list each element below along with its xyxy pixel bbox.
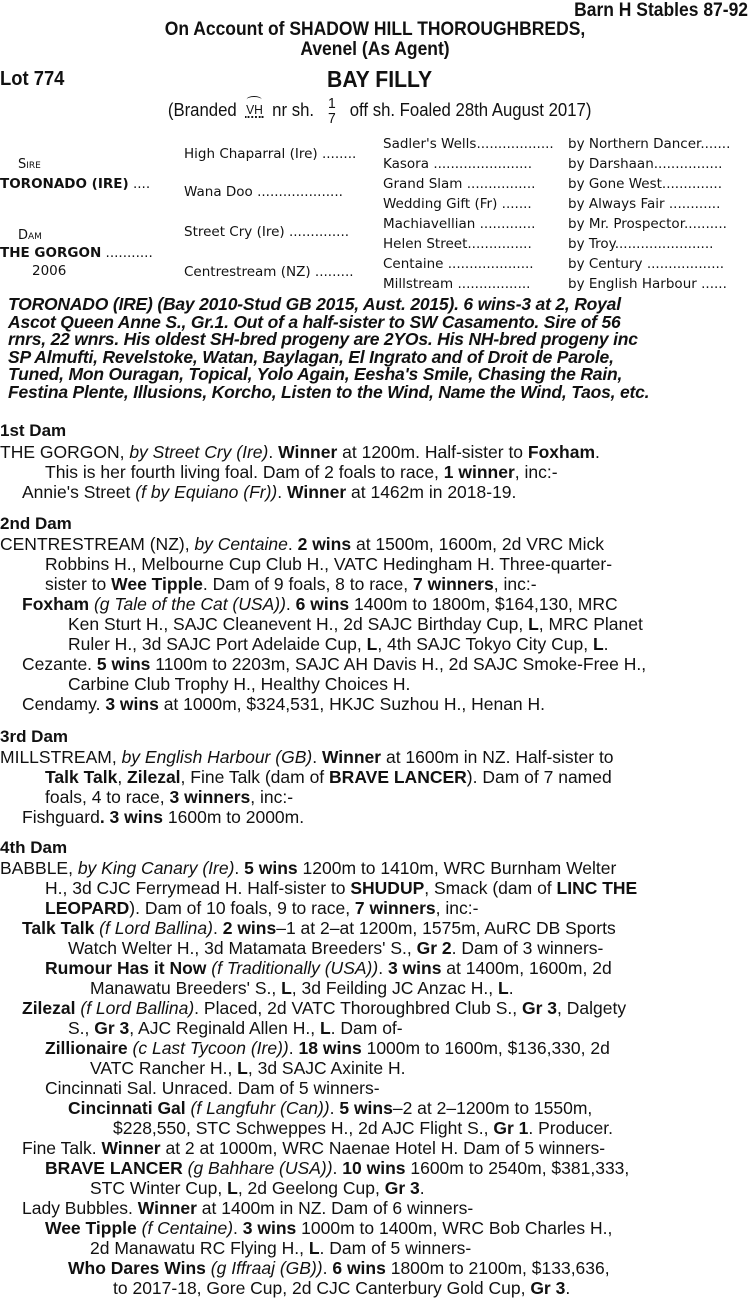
summary-line: Festina Plente, Illusions, Korcho, Listen to the Wind, Name the Wind, Taos, etc. (8, 381, 650, 402)
second-dam-section: CENTRESTREAM (NZ), by Centaine. 2 wins at 1500m, 1600m, 2d VRC Mick Robbins H., Melbourne Cup Club H., VATC Hedingham H. Three-quarter- sister to Wee Tipple. Dam of 9 foals, 8 to race, 7 winners, inc:- Foxham (g Tale of the Cat (USA)). 6 wins 1400m to 1800m, $164,130, MRC Ken Sturt H., SAJC Cleanevent H., 2d SAJC Birthday Cup, L, MRC Planet Ruler H., 3d SAJC Port Adelaide Cup, L, 4th SAJC Tokyo City Cup, L. Cezante. 5 wins 1100m to 2203m, SAJC AH Davis H., 2d SAJC Smoke-Free H., Carbine Club Trophy H., Healthy Choices H. Cendamy. 3 wins at 1000m, $324,531, HKJC Suzhou H., Henan H. (0, 534, 647, 714)
vendor-agent-line: Avenel (As Agent) (300, 39, 450, 60)
gen4-sire: by Troy....................... (568, 236, 714, 252)
gen3-row: Grand Slam ................ (383, 176, 536, 192)
text-line: THE GORGON, by Street Cry (Ire). Winner at 1200m. Half-sister to Foxham. (0, 442, 600, 462)
lot-title: BAY FILLY (327, 66, 433, 92)
first-dam-heading: 1st Dam (0, 421, 67, 440)
foaling-info: off sh. Foaled 28th August 2017) (349, 99, 592, 120)
sire-label: Sire (18, 157, 41, 172)
summary-line: Ascot Queen Anne S., Gr.1. Out of a half-sister to SW Casamento. Sire of 56 (8, 311, 621, 332)
text-line: This is her fourth living foal. Dam of 2 foals to race, 1 winner, inc:- (45, 462, 558, 482)
produce-line: Annie's Street (f by Equiano (Fr)). Winner at 1462m in 2018-19. (22, 482, 517, 502)
third-dam-section: MILLSTREAM, by English Harbour (GB). Winner at 1600m in NZ. Half-sister to Talk Talk, Zilezal, Fine Talk (dam of BRAVE LANCER). Dam of 7 named foals, 4 to race, 3 winners, inc:- Fishguard. 3 wins 1600m to 2000m. (0, 747, 614, 827)
gen4-sire: by Darshaan................ (568, 156, 723, 172)
gen4-sire: by Gone West.............. (568, 176, 722, 192)
brand-side: nr sh. (272, 99, 315, 120)
gen4-sire: by English Harbour ...... (568, 276, 727, 292)
sire-dam: Wana Doo .................... (184, 184, 343, 200)
gen3-row: Helen Street............... (383, 236, 532, 252)
sire-sire: High Chaparral (Ire) ........ (184, 146, 357, 162)
third-dam-heading: 3rd Dam (0, 727, 69, 746)
summary-line: TORONADO (IRE) (Bay 2010-Stud GB 2015, Aust. 2015). 6 wins-3 at 2, Royal (8, 294, 621, 314)
sire-summary (8, 296, 738, 401)
dam-name: THE GORGON ........... (0, 245, 153, 261)
dam-sire: Street Cry (Ire) .............. (184, 224, 350, 240)
dam-dam: Centrestream (NZ) ......... (184, 264, 354, 280)
gen4-sire: by Century .................. (568, 256, 725, 272)
brand-prefix: (Branded (167, 99, 237, 120)
summary-line: SP Almufti, Revelstoke, Watan, Baylagan, El Ingrato and of Droit de Parole, (8, 346, 614, 367)
first-dam-section (0, 442, 750, 502)
second-dam-heading: 2nd Dam (0, 514, 72, 533)
dam-foal-year: 2006 (32, 263, 67, 279)
brand-fraction: 1 7 (328, 95, 336, 127)
gen3-row: Kasora ....................... (383, 156, 533, 172)
gen4-sire: by Always Fair ............ (568, 196, 721, 212)
summary-line: rnrs, 22 wnrs. His oldest SH-bred progeny are 2YOs. His NH-bred progeny inc (8, 329, 638, 349)
brand-foaling-line (26, 96, 724, 126)
gen4-sire: by Mr. Prospector.......... (568, 216, 727, 232)
vendor-line: On Account of SHADOW HILL THOROUGHBREDS, (164, 19, 586, 40)
gen3-row: Sadler's Wells.................. (383, 136, 554, 152)
lot-number: Lot 774 (0, 68, 65, 90)
gen3-row: Machiavellian ............. (383, 216, 536, 232)
fourth-dam-section: BABBLE, by King Canary (Ire). 5 wins 1200m to 1410m, WRC Burnham Welter H., 3d CJC Ferrymead H. Half-sister to SHUDUP, Smack (dam of LINC THE LEOPARD). Dam of 10 foals, 9 to race, 7 winners, inc:- Talk Talk (f Lord Ballina). 2 wins–1 at 2–at 1200m, 1575m, AuRC DB Sports Watch Welter H., 3d Matamata Breeders' S., Gr 2. Dam of 3 winners- Rumour Has it Now (f Traditionally (USA)). 3 wins at 1400m, 1600m, 2d Manawatu Breeders' S., L, 3d Feilding JC Anzac H., L. Zilezal (f Lord Ballina). Placed, 2d VATC Thoroughbred Club S., Gr 3, Dalgety S., Gr 3, AJC Reginald Allen H., L. Dam of- Zillionaire (c Last Tycoon (Ire)). 18 wins 1000m to 1600m, $136,330, 2d VATC Rancher H., L, 3d SAJC Axinite H. Cincinnati Sal. Unraced. Dam of 5 winners- Cincinnati Gal (f Langfuhr (Can)). 5 wins–2 at 2–1200m to 1550m, $228,550, STC Schweppes H., 2d AJC Flight S., Gr 1. Producer. Fine Talk. Winner at 2 at 1000m, WRC Naenae Hotel H. Dam of 5 winners- BRAVE LANCER (g Bahhare (USA)). 10 wins 1600m to 2540m, $381,333, STC Winter Cup, L, 2d Geelong Cup, Gr 3. Lady Bubbles. Winner at 1400m in NZ. Dam of 6 winners- Wee Tipple (f Centaine). 3 wins 1000m to 1400m, WRC Bob Charles H., 2d Manawatu RC Flying H., L. Dam of 5 winners- Who Dares Wins (g Iffraaj (GB)). 6 wins 1800m to 2100m, $133,636, to 2017-18, Gore Cup, 2d CJC Canterbury Gold Cup, Gr 3. (0, 858, 638, 1298)
summary-line: Tuned, Mon Ouragan, Topical, Yolo Again, Eesha's Smile, Chasing the Rain, (8, 364, 623, 384)
fourth-dam-heading: 4th Dam (0, 838, 68, 857)
barn-location: Barn H Stables 87-92 (574, 0, 748, 21)
dam-label: Dam (18, 228, 42, 243)
sire-name: TORONADO (IRE) .... (0, 176, 151, 192)
gen3-row: Millstream ................. (383, 276, 531, 292)
brand-mark-icon: VH (245, 103, 264, 118)
gen3-row: Centaine .................... (383, 256, 534, 272)
gen3-row: Wedding Gift (Fr) ....... (383, 196, 532, 212)
gen4-sire: by Northern Dancer....... (568, 136, 731, 152)
